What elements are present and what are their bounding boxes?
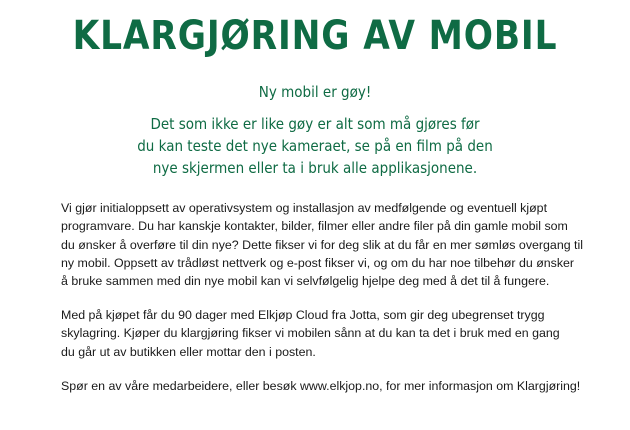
intro-line: nye skjermen eller ta i bruk alle applikasjonene. — [152, 159, 478, 177]
intro-text — [115, 113, 515, 179]
intro-line: du kan teste det nye kameraet, se på en film på den — [137, 137, 493, 155]
paragraph-line: Vi gjør initialoppsett av operativsystem og installasjon av medfølgende og eventuell kjøpt — [61, 201, 548, 215]
paragraph-line: å bruke sammen med din nye mobil kan vi selvfølgelig hjelpe deg med å det til å fungere. — [61, 274, 550, 289]
paragraph-line: skylagring. Kjøper du klargjøring fikser vi mobilen sånn at du kan ta det i bruk med en gang — [61, 326, 560, 341]
intro-line: Det som ikke er like gøy er alt som må gjøres før — [150, 115, 480, 133]
paragraph-cloud — [61, 306, 581, 361]
paragraph-line: du går ut av butikken eller mottar den i posten. — [61, 344, 316, 359]
paragraph-line: Spør en av våre medarbeidere, eller besøk www.elkjop.no, for mer informasjon om Klargjøring! — [61, 379, 581, 393]
paragraph-line: du ønsker å overføre til din nye? Dette fikser vi for deg slik at du får en mer sømløs overgang til — [61, 237, 583, 252]
paragraph-line: ny mobil. Oppsett av trådløst nettverk og e-post fikser vi, og om du har noe tilbehør du ønsker — [61, 255, 575, 270]
paragraph-contact — [61, 377, 581, 395]
page-title: KLARGJØRING AV MOBIL — [72, 13, 558, 59]
paragraph-line: programvare. Du har kanskje kontakter, bilder, filmer eller andre filer på din gamle mobil som — [61, 219, 568, 234]
paragraph-setup — [61, 199, 581, 290]
subtitle: Ny mobil er gøy! — [258, 83, 372, 101]
paragraph-line: Med på kjøpet får du 90 dager med Elkjøp Cloud fra Jotta, som gir deg ubegrenset trygg — [61, 308, 545, 322]
